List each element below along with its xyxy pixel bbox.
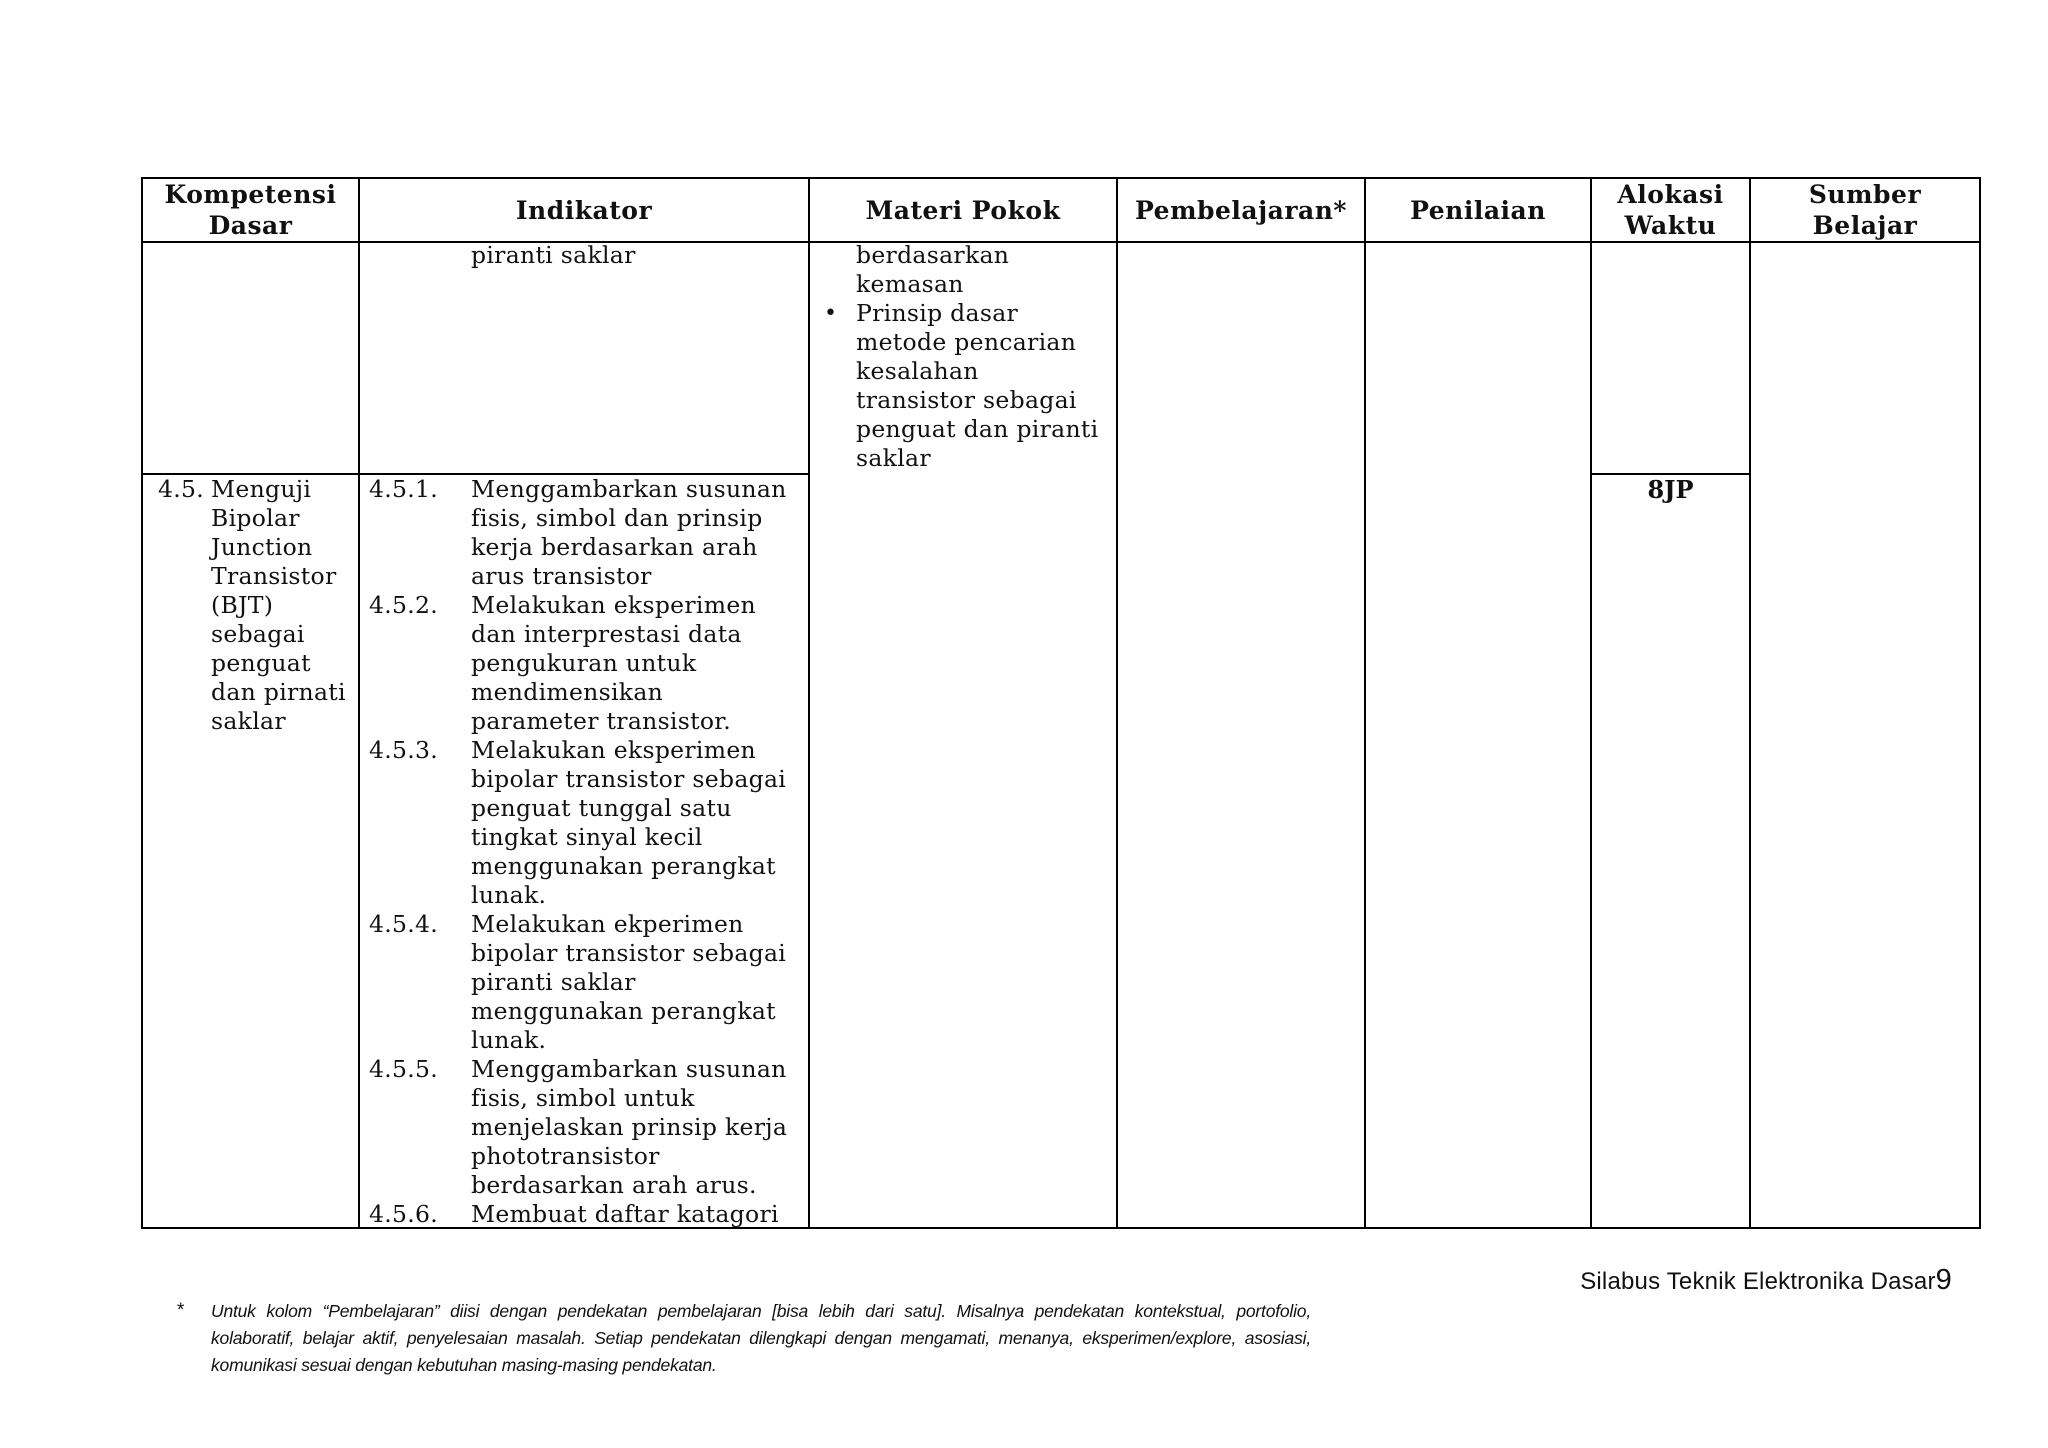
materi-bullet-line: penguat dan piranti xyxy=(856,415,1099,443)
col-border-0 xyxy=(141,177,143,1229)
footer-title-text: Silabus Teknik Elektronika Dasar xyxy=(1580,1268,1936,1295)
indicator-line: Melakukan ekperimen xyxy=(471,910,744,938)
kd-line: penguat xyxy=(211,649,311,677)
indicator-line: parameter transistor. xyxy=(471,707,732,735)
alokasi-waktu-value: 8JP xyxy=(1647,475,1694,504)
col-border-3 xyxy=(1116,177,1118,1229)
col-border-5 xyxy=(1590,177,1592,1229)
footnote-marker: * xyxy=(177,1300,185,1321)
indicator-line: kerja berdasarkan arah xyxy=(471,533,758,561)
header-kompetensi-line1: Kompetensi xyxy=(164,180,337,209)
page-number: 9 xyxy=(1935,1264,1952,1296)
indicator-line: Menggambarkan susunan xyxy=(471,1055,787,1083)
indicator-number: 4.5.4. xyxy=(369,910,439,938)
kd-line: sebagai xyxy=(211,620,305,648)
indicator-line: fisis, simbol dan prinsip xyxy=(471,504,763,532)
header-sumber-line1: Sumber xyxy=(1808,180,1922,209)
indicator-line: bipolar transistor sebagai xyxy=(471,939,787,967)
materi-bullet-line: saklar xyxy=(856,444,931,472)
col-border-6 xyxy=(1749,177,1751,1229)
header-indikator-label: Indikator xyxy=(515,195,653,225)
materi-continued xyxy=(856,241,1009,299)
col-border-7 xyxy=(1979,177,1981,1229)
header-kompetensi-dasar xyxy=(143,179,358,241)
indicator-line: menggunakan perangkat xyxy=(471,997,776,1025)
materi-bullet-line: metode pencarian xyxy=(856,328,1077,356)
indicator-number: 4.5.3. xyxy=(369,736,439,764)
indicator-line: berdasarkan arah arus. xyxy=(471,1171,757,1199)
kd-line: Menguji xyxy=(211,475,312,503)
kd-line: saklar xyxy=(211,707,286,735)
header-pembelajaran-label: Pembelajaran* xyxy=(1135,195,1347,225)
materi-bullet-line: kesalahan xyxy=(856,357,979,385)
indicator-line: menjelaskan prinsip kerja xyxy=(471,1113,788,1141)
indicator-line: phototransistor xyxy=(471,1142,660,1170)
indicator-number: 4.5.5. xyxy=(369,1055,439,1083)
indicator-text xyxy=(471,1055,787,1200)
col-border-2 xyxy=(808,177,810,1229)
header-alokasi-waktu xyxy=(1592,179,1749,241)
indicator-line: lunak. xyxy=(471,881,547,909)
kd-line: Junction xyxy=(211,533,313,561)
indicator-text xyxy=(471,591,756,736)
indicator-line: Menggambarkan susunan xyxy=(471,475,787,503)
header-penilaian-label: Penilaian xyxy=(1410,195,1546,225)
kd-description xyxy=(211,475,346,736)
header-alokasi-line1: Alokasi xyxy=(1617,180,1724,209)
indicator-line: tingkat sinyal kecil xyxy=(471,823,703,851)
indicator-line: Membuat daftar katagori xyxy=(471,1200,779,1228)
syllabus-table xyxy=(141,177,1981,1229)
indicator-line: penguat tunggal satu xyxy=(471,794,732,822)
indicator-line: piranti saklar xyxy=(471,968,636,996)
header-alokasi-line2: Waktu xyxy=(1624,211,1717,240)
indicator-line: pengukuran untuk xyxy=(471,649,697,677)
indicator-text xyxy=(471,736,786,910)
indicator-text xyxy=(471,1200,779,1229)
continued-indikator-text: piranti saklar xyxy=(471,241,636,269)
indicator-line: Melakukan eksperimen xyxy=(471,591,756,619)
kd-line: (BJT) xyxy=(211,591,274,619)
kd-number: 4.5. xyxy=(158,475,205,503)
header-sumber-belajar xyxy=(1751,179,1979,241)
indicator-line: lunak. xyxy=(471,1026,547,1054)
indicator-line: fisis, simbol untuk xyxy=(471,1084,695,1112)
header-indikator xyxy=(360,179,808,241)
kd-line: Transistor xyxy=(211,562,337,590)
materi-bullet-line: Prinsip dasar xyxy=(856,299,1019,327)
materi-bullet-line: transistor sebagai xyxy=(856,386,1077,414)
indicator-text xyxy=(471,475,787,591)
col-border-4 xyxy=(1364,177,1366,1229)
page-footer-title xyxy=(1580,1264,1952,1297)
materi-line: kemasan xyxy=(856,270,964,298)
footnote-text: Untuk kolom “Pembelajaran” diisi dengan pendekatan pembelajaran [bisa lebih dari satu]. Misalnya pendekatan kontekstual, portofolio, kolaboratif, belajar aktif, penyelesaian masalah. Setiap pendekatan dilengkapi dengan mengamati, menanya, eksperimen/explore, asosiasi, komunikasi sesuai dengan kebutuhan masing-masing pendekatan. xyxy=(211,1301,1311,1375)
header-bottom-border xyxy=(141,241,1981,243)
kd-line: dan pirnati xyxy=(211,678,346,706)
header-pembelajaran xyxy=(1118,179,1364,241)
header-materi-pokok xyxy=(810,179,1116,241)
indicator-line: bipolar transistor sebagai xyxy=(471,765,787,793)
indicator-line: dan interprestasi data xyxy=(471,620,742,648)
header-materi-label: Materi Pokok xyxy=(865,195,1061,225)
indicator-number: 4.5.2. xyxy=(369,591,439,619)
indicator-line: mendimensikan xyxy=(471,678,664,706)
indicator-text xyxy=(471,910,786,1055)
col-border-1 xyxy=(358,177,360,1229)
header-sumber-line2: Belajar xyxy=(1812,211,1918,240)
materi-bullet-item xyxy=(856,299,1098,473)
indicator-line: arus transistor xyxy=(471,562,652,590)
kd-line: Bipolar xyxy=(211,504,300,532)
bullet-icon: • xyxy=(824,301,837,326)
indicator-line: menggunakan perangkat xyxy=(471,852,776,880)
header-penilaian xyxy=(1366,179,1590,241)
materi-line: berdasarkan xyxy=(856,241,1010,269)
header-kompetensi-line2: Dasar xyxy=(208,211,293,240)
indicator-number: 4.5.1. xyxy=(369,475,439,503)
indicator-line: Melakukan eksperimen xyxy=(471,736,756,764)
indicator-number: 4.5.6. xyxy=(369,1200,439,1228)
